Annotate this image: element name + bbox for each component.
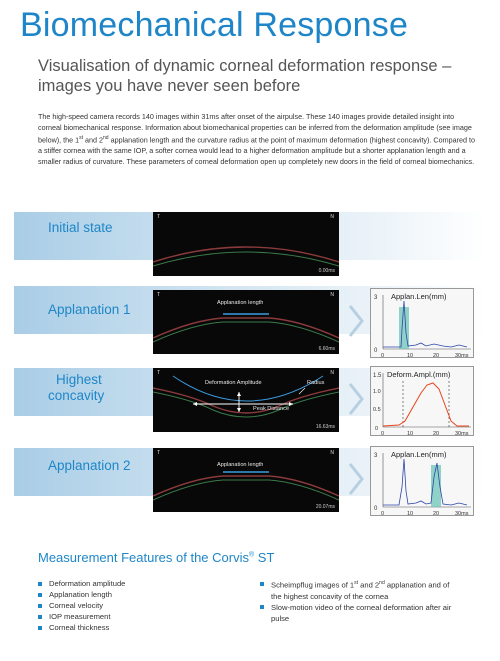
svg-text:0: 0 [374, 348, 378, 354]
peak-distance-annotation: Peak Distance [253, 406, 290, 412]
scheimpflug-image-initial: T N 0.00ms [153, 212, 339, 276]
scheimpflug-image-highest-concavity: T N Deformation Amplitude Radius Peak Distance 16.63ms [153, 368, 339, 432]
graph-applanation-length-2 [370, 446, 474, 516]
svg-text:10: 10 [407, 431, 414, 437]
stage-label: Applanation 1 [48, 302, 131, 317]
svg-text:30ms: 30ms [455, 353, 469, 359]
applanation-length-annotation: Applanation length [217, 462, 264, 468]
deformation-amplitude-annotation: Deformation Amplitude [205, 380, 262, 386]
svg-text:0: 0 [381, 511, 385, 517]
svg-text:10: 10 [407, 353, 414, 359]
svg-text:1.0: 1.0 [373, 389, 381, 395]
svg-text:20: 20 [433, 511, 440, 517]
svg-text:30ms: 30ms [455, 511, 469, 517]
stage-label: Applanation 2 [48, 458, 131, 473]
chevron-right-icon [344, 458, 366, 500]
svg-text:0: 0 [381, 353, 385, 359]
graph-deformation-amplitude [370, 366, 474, 436]
list-item: Applanation length [38, 589, 238, 600]
page-title: Biomechanical Response [20, 6, 409, 44]
svg-text:20: 20 [433, 353, 440, 359]
graph-applanation-length-1 [370, 288, 474, 358]
svg-text:0: 0 [381, 431, 385, 437]
stage-label: Highest concavity [48, 372, 105, 403]
list-item: Corneal velocity [38, 600, 238, 611]
intro-paragraph: The high-speed camera records 140 images within 31ms after onset of the airpulse. These 140 images provide detailed insight into corneal biomechanical response. Information about biomechanical properties can be inferred from the deformation amplitude (see image below), the 1st and 2nd applanation length and the curvature radius at the point of maximum deformation (highest concavity). Compared to a stiffer cornea with the same IOP, a softer cornea would lead to a higher deformation amplitude but a shorter applanation length and a smaller radius of curvature. These parameters of corneal deformation open up completely new doors in the field of corneal biomechanics. [38, 112, 475, 166]
applanation-length-annotation: Applanation length [217, 300, 264, 306]
svg-text:20: 20 [433, 431, 440, 437]
list-item: Scheimpflug images of 1st and 2nd applanation and of the highest concavity of the cornea [260, 578, 460, 602]
svg-text:30ms: 30ms [455, 431, 469, 437]
svg-text:0.5: 0.5 [373, 407, 381, 413]
scheimpflug-image-applanation-2: T N Applanation length 20.07ms [153, 448, 339, 512]
svg-text:3: 3 [374, 295, 378, 301]
list-item: Deformation amplitude [38, 578, 238, 589]
chevron-right-icon [344, 378, 366, 420]
svg-text:Applan.Len(mm): Applan.Len(mm) [391, 292, 447, 301]
list-item: IOP measurement [38, 611, 238, 622]
svg-text:Deform.Ampl.(mm): Deform.Ampl.(mm) [387, 370, 451, 379]
page-subtitle: Visualisation of dynamic corneal deformation response – images you have never seen before [38, 57, 452, 95]
features-list-left [38, 578, 238, 633]
svg-text:3: 3 [374, 453, 378, 459]
list-item: Corneal thickness [38, 622, 238, 633]
svg-text:0: 0 [375, 426, 379, 432]
scheimpflug-image-applanation-1: T N Applanation length 6.60ms [153, 290, 339, 354]
stage-label: Initial state [48, 220, 113, 235]
features-title: Measurement Features of the Corvis® ST [38, 550, 275, 565]
svg-text:10: 10 [407, 511, 414, 517]
svg-text:0: 0 [374, 506, 378, 512]
chevron-right-icon [344, 300, 366, 342]
radius-annotation: Radius [307, 380, 325, 386]
features-list-right [260, 578, 460, 624]
svg-text:Applan.Len(mm): Applan.Len(mm) [391, 450, 447, 459]
list-item: Slow-motion video of the corneal deformation after air pulse [260, 602, 460, 624]
svg-text:1.5: 1.5 [373, 373, 382, 379]
